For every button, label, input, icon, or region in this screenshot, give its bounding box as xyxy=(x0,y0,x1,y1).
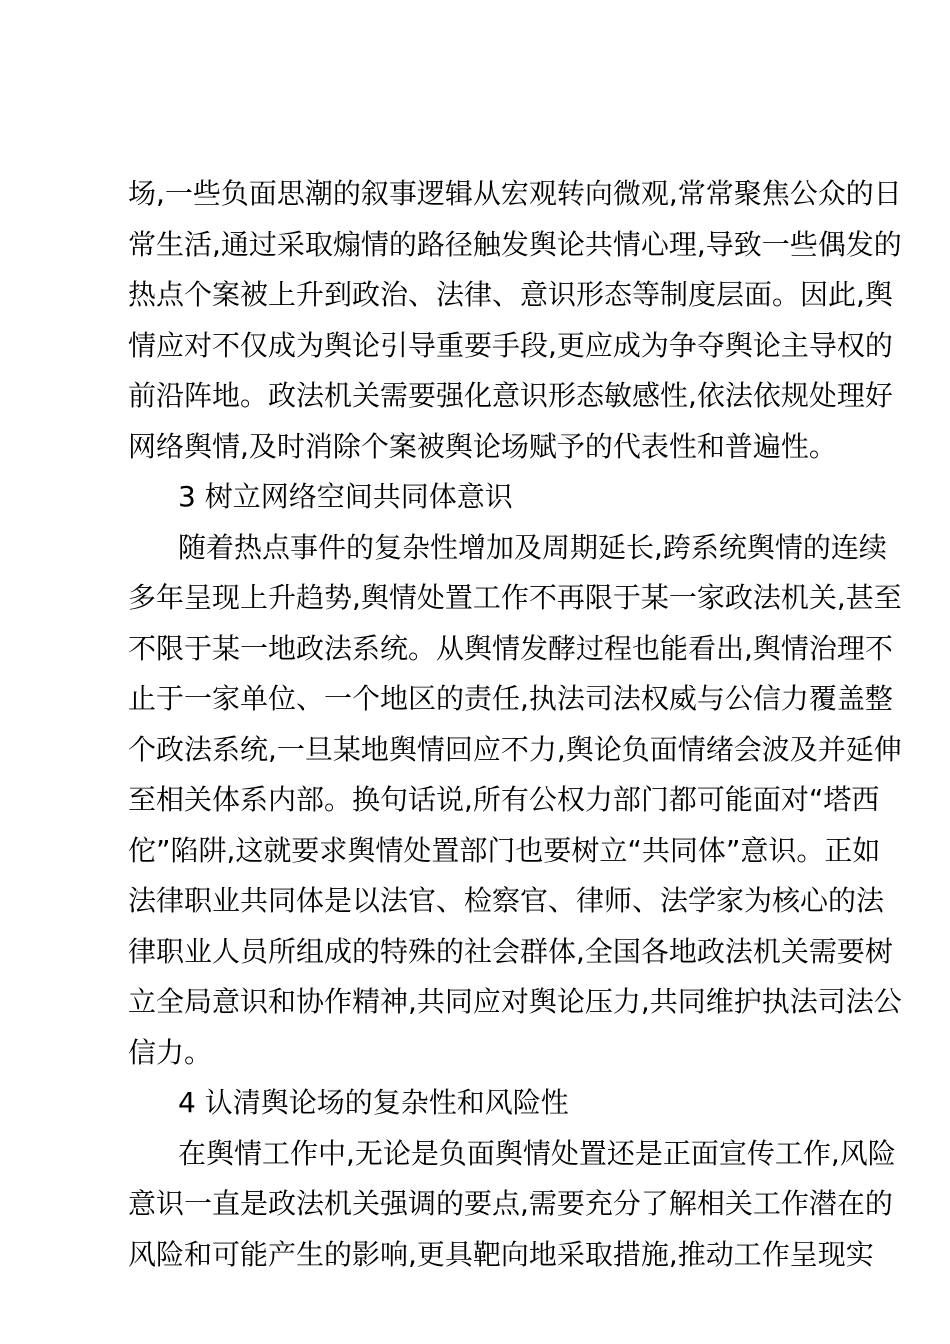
paragraph-line: 多年呈现上升趋势,舆情处置工作不再限于某一家政法机关,甚至 xyxy=(128,581,902,614)
paragraph-line: 律职业人员所组成的特殊的社会群体,全国各地政法机关需要树 xyxy=(128,934,893,968)
paragraph-line: 佗”陷阱,这就要求舆情处置部门也要树立“共同体”意识。正如 xyxy=(128,833,881,867)
paragraph-line: 场,一些负面思潮的叙事逻辑从宏观转向微观,常常聚焦公众的日 xyxy=(128,177,902,210)
section-heading-4: 4 认清舆论场的复杂性和风险性 xyxy=(178,1086,569,1119)
paragraph-line: 个政法系统,一旦某地舆情回应不力,舆论负面情绪会波及并延伸 xyxy=(128,732,902,766)
section-heading-3: 3 树立网络空间共同体意识 xyxy=(178,480,513,513)
paragraph-line: 至相关体系内部。换句话说,所有公权力部门都可能面对“塔西 xyxy=(128,783,880,816)
paragraph-line: 网络舆情,及时消除个案被舆论场赋予的代表性和普遍性。 xyxy=(128,429,837,463)
paragraph-line: 热点个案被上升到政治、法律、意识形态等制度层面。因此,舆 xyxy=(128,278,893,311)
body-text xyxy=(128,169,902,1280)
paragraph-line: 前沿阵地。政法机关需要强化意识形态敏感性,依法依规处理好 xyxy=(128,379,893,412)
paragraph-line: 常生活,通过采取煽情的路径触发舆论共情心理,导致一些偶发的 xyxy=(128,227,902,261)
paragraph-line: 意识一直是政法机关强调的要点,需要充分了解相关工作潜在的 xyxy=(128,1187,893,1220)
paragraph-line: 法律职业共同体是以法官、检察官、律师、法学家为核心的法 xyxy=(128,884,885,917)
paragraph-line: 信力。 xyxy=(128,1035,213,1069)
paragraph-line: 情应对不仅成为舆论引导重要手段,更应成为争夺舆论主导权的 xyxy=(128,328,893,362)
paragraph-line: 止于一家单位、一个地区的责任,执法司法权威与公信力覆盖整 xyxy=(128,682,893,715)
paragraph-line: 风险和可能产生的影响,更具靶向地采取措施,推动工作呈现实 xyxy=(128,1237,874,1271)
paragraph-line: 在舆情工作中,无论是负面舆情处置还是正面宣传工作,风险 xyxy=(178,1136,896,1170)
paragraph-line: 立全局意识和协作精神,共同应对舆论压力,共同维护执法司法公 xyxy=(128,985,902,1018)
paragraph-line: 随着热点事件的复杂性增加及周期延长,跨系统舆情的连续 xyxy=(178,530,887,564)
paragraph-line: 不限于某一地政法系统。从舆情发酵过程也能看出,舆情治理不 xyxy=(128,631,893,665)
